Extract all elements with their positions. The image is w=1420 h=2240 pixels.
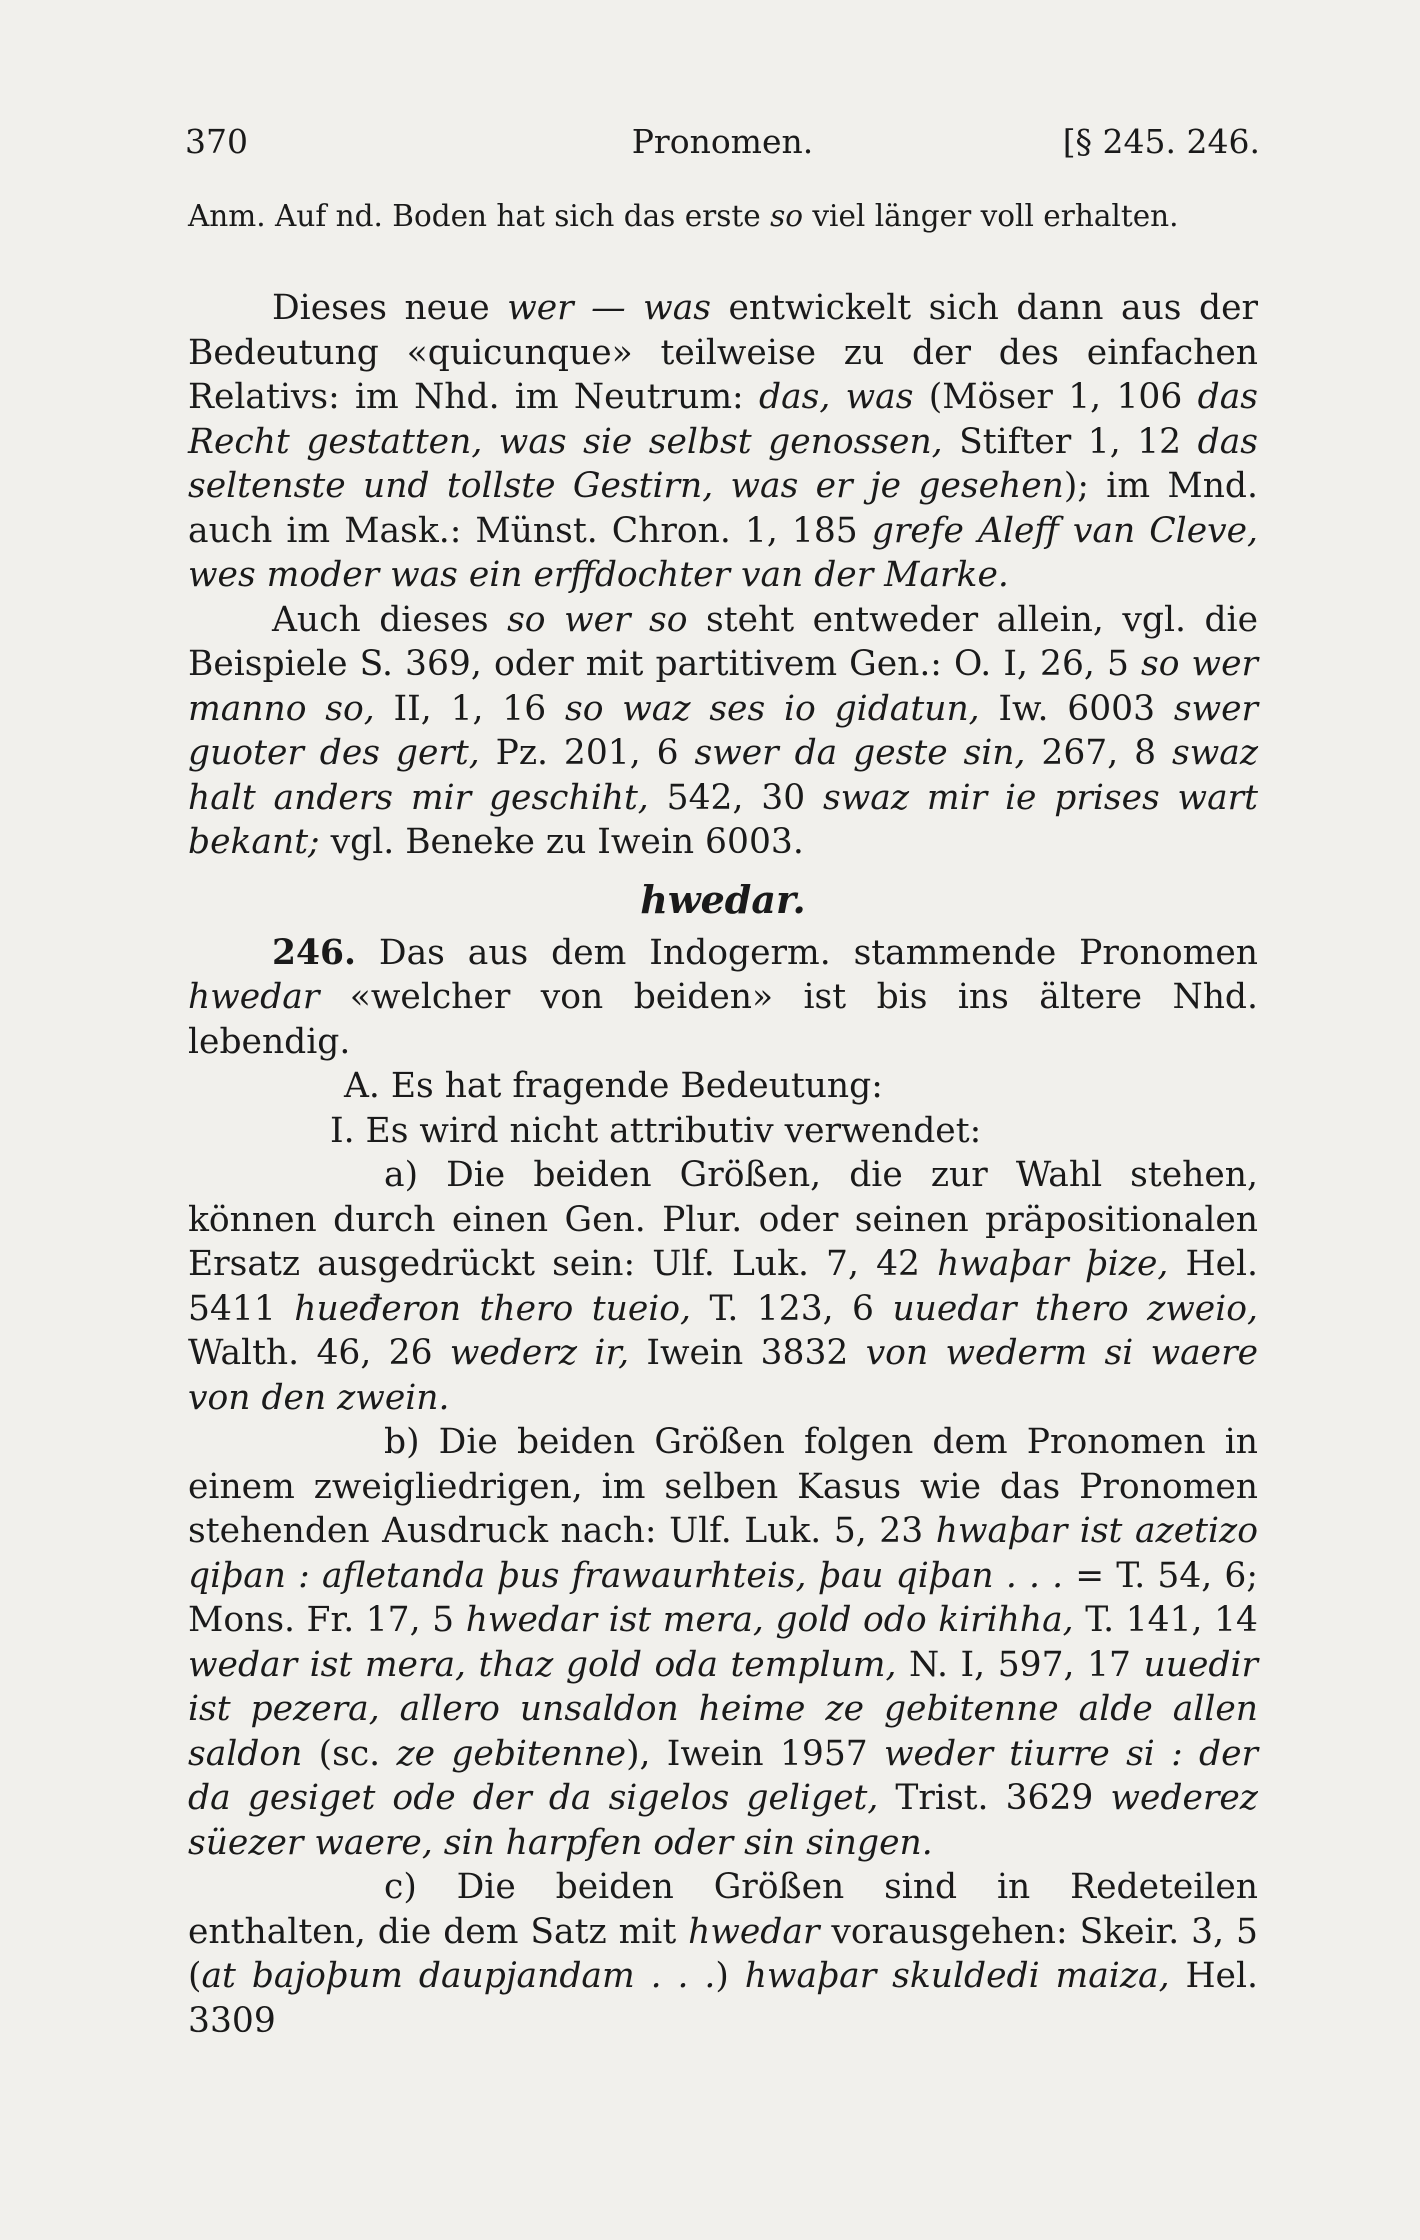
paragraph-c: c) Die beiden Größen sind in Redeteilen enthalten, die dem Satz mit hwedar vorausgehen: Skeir. 3, 5 (at bajoþum daupjandam . . .) hwaþar skuldedi maiza, Hel. 3309 (188, 1867, 1258, 2041)
paragraph-b: b) Die beiden Größen folgen dem Pronomen in einem zweigliedrigen, im selben Kasus wie das Pronomen stehenden Ausdruck nach: Ulf. Luk. 5, 23 hwaþar ist azetizo qiþan : afletanda þus frawaurhteis, þau qiþan . . . = T. 54, 6; Mons. Fr. 17, 5 hwedar ist mera, gold odo kirihha, T. 141, 14 wedar ist mera, thaz gold oda templum, N. I, 597, 17 uuedir ist pezera, allero unsaldon heime ze gebitenne alde allen saldon (sc. ze gebitenne), Iwein 1957 weder tiurre si : der da gesiget ode der da sigelos geliget, Trist. 3629 wederez süezer waere, sin harpfen oder sin singen. (188, 1422, 1259, 1863)
main-text (188, 286, 1258, 2043)
section-reference: [§ 245. 246. (1062, 122, 1260, 161)
paragraph-relative-wer-was: Dieses neue wer — was entwickelt sich dann aus der Bedeutung «quicunque» teilweise zu der des einfachen Relativs: im Nhd. im Neutrum: das, was (Möser 1, 106 das Recht gestatten, was sie selbst genossen, Stifter 1, 12 das seltenste und tollste Gestirn, was er je gesehen); im Mnd. auch im Mask.: Münst. Chron. 1, 185 grefe Aleff van Cleve, wes moder was ein erffdochter van der Marke. (188, 288, 1258, 595)
paragraph-a: a) Die beiden Größen, die zur Wahl stehen, können durch einen Gen. Plur. oder seinen präpositionalen Ersatz ausgedrückt sein: Ulf. Luk. 7, 42 hwaþar þize, Hel. 5411 hueđeron thero tueio, T. 123, 6 uuedar thero zweio, Walth. 46, 26 wederz ir, Iwein 3832 von wederm si waere von den zwein. (188, 1155, 1258, 1418)
running-title: Pronomen. (631, 122, 814, 161)
subheading-a: A. Es hat fragende Bedeutung: (344, 1066, 883, 1106)
subheading-i: I. Es wird nicht attributiv verwendet: (330, 1110, 982, 1151)
paragraph-246: 246. Das aus dem Indogerm. stammende Pronomen hwedar «welcher von beiden» ist bis ins ältere Nhd. lebendig. (188, 932, 1258, 1062)
paragraph-so-wer-so: Auch dieses so wer so steht entweder allein, vgl. die Beispiele S. 369, oder mit partitivem Gen.: O. I, 26, 5 so wer manno so, II, 1, 16 so waz ses io gidatun, Iw. 6003 swer guoter des gert, Pz. 201, 6 swer da geste sin, 267, 8 swaz halt anders mir geschiht, 542, 30 swaz mir ie prises wart bekant; vgl. Beneke zu Iwein 6003. (188, 599, 1259, 862)
section-number: 246. (272, 932, 357, 973)
section-heading: hwedar. (640, 876, 806, 922)
annotation-note: Anm. Auf nd. Boden hat sich das erste so viel länger voll erhalten. (188, 199, 1179, 233)
page-number: 370 (185, 122, 248, 161)
running-header (185, 122, 1260, 174)
